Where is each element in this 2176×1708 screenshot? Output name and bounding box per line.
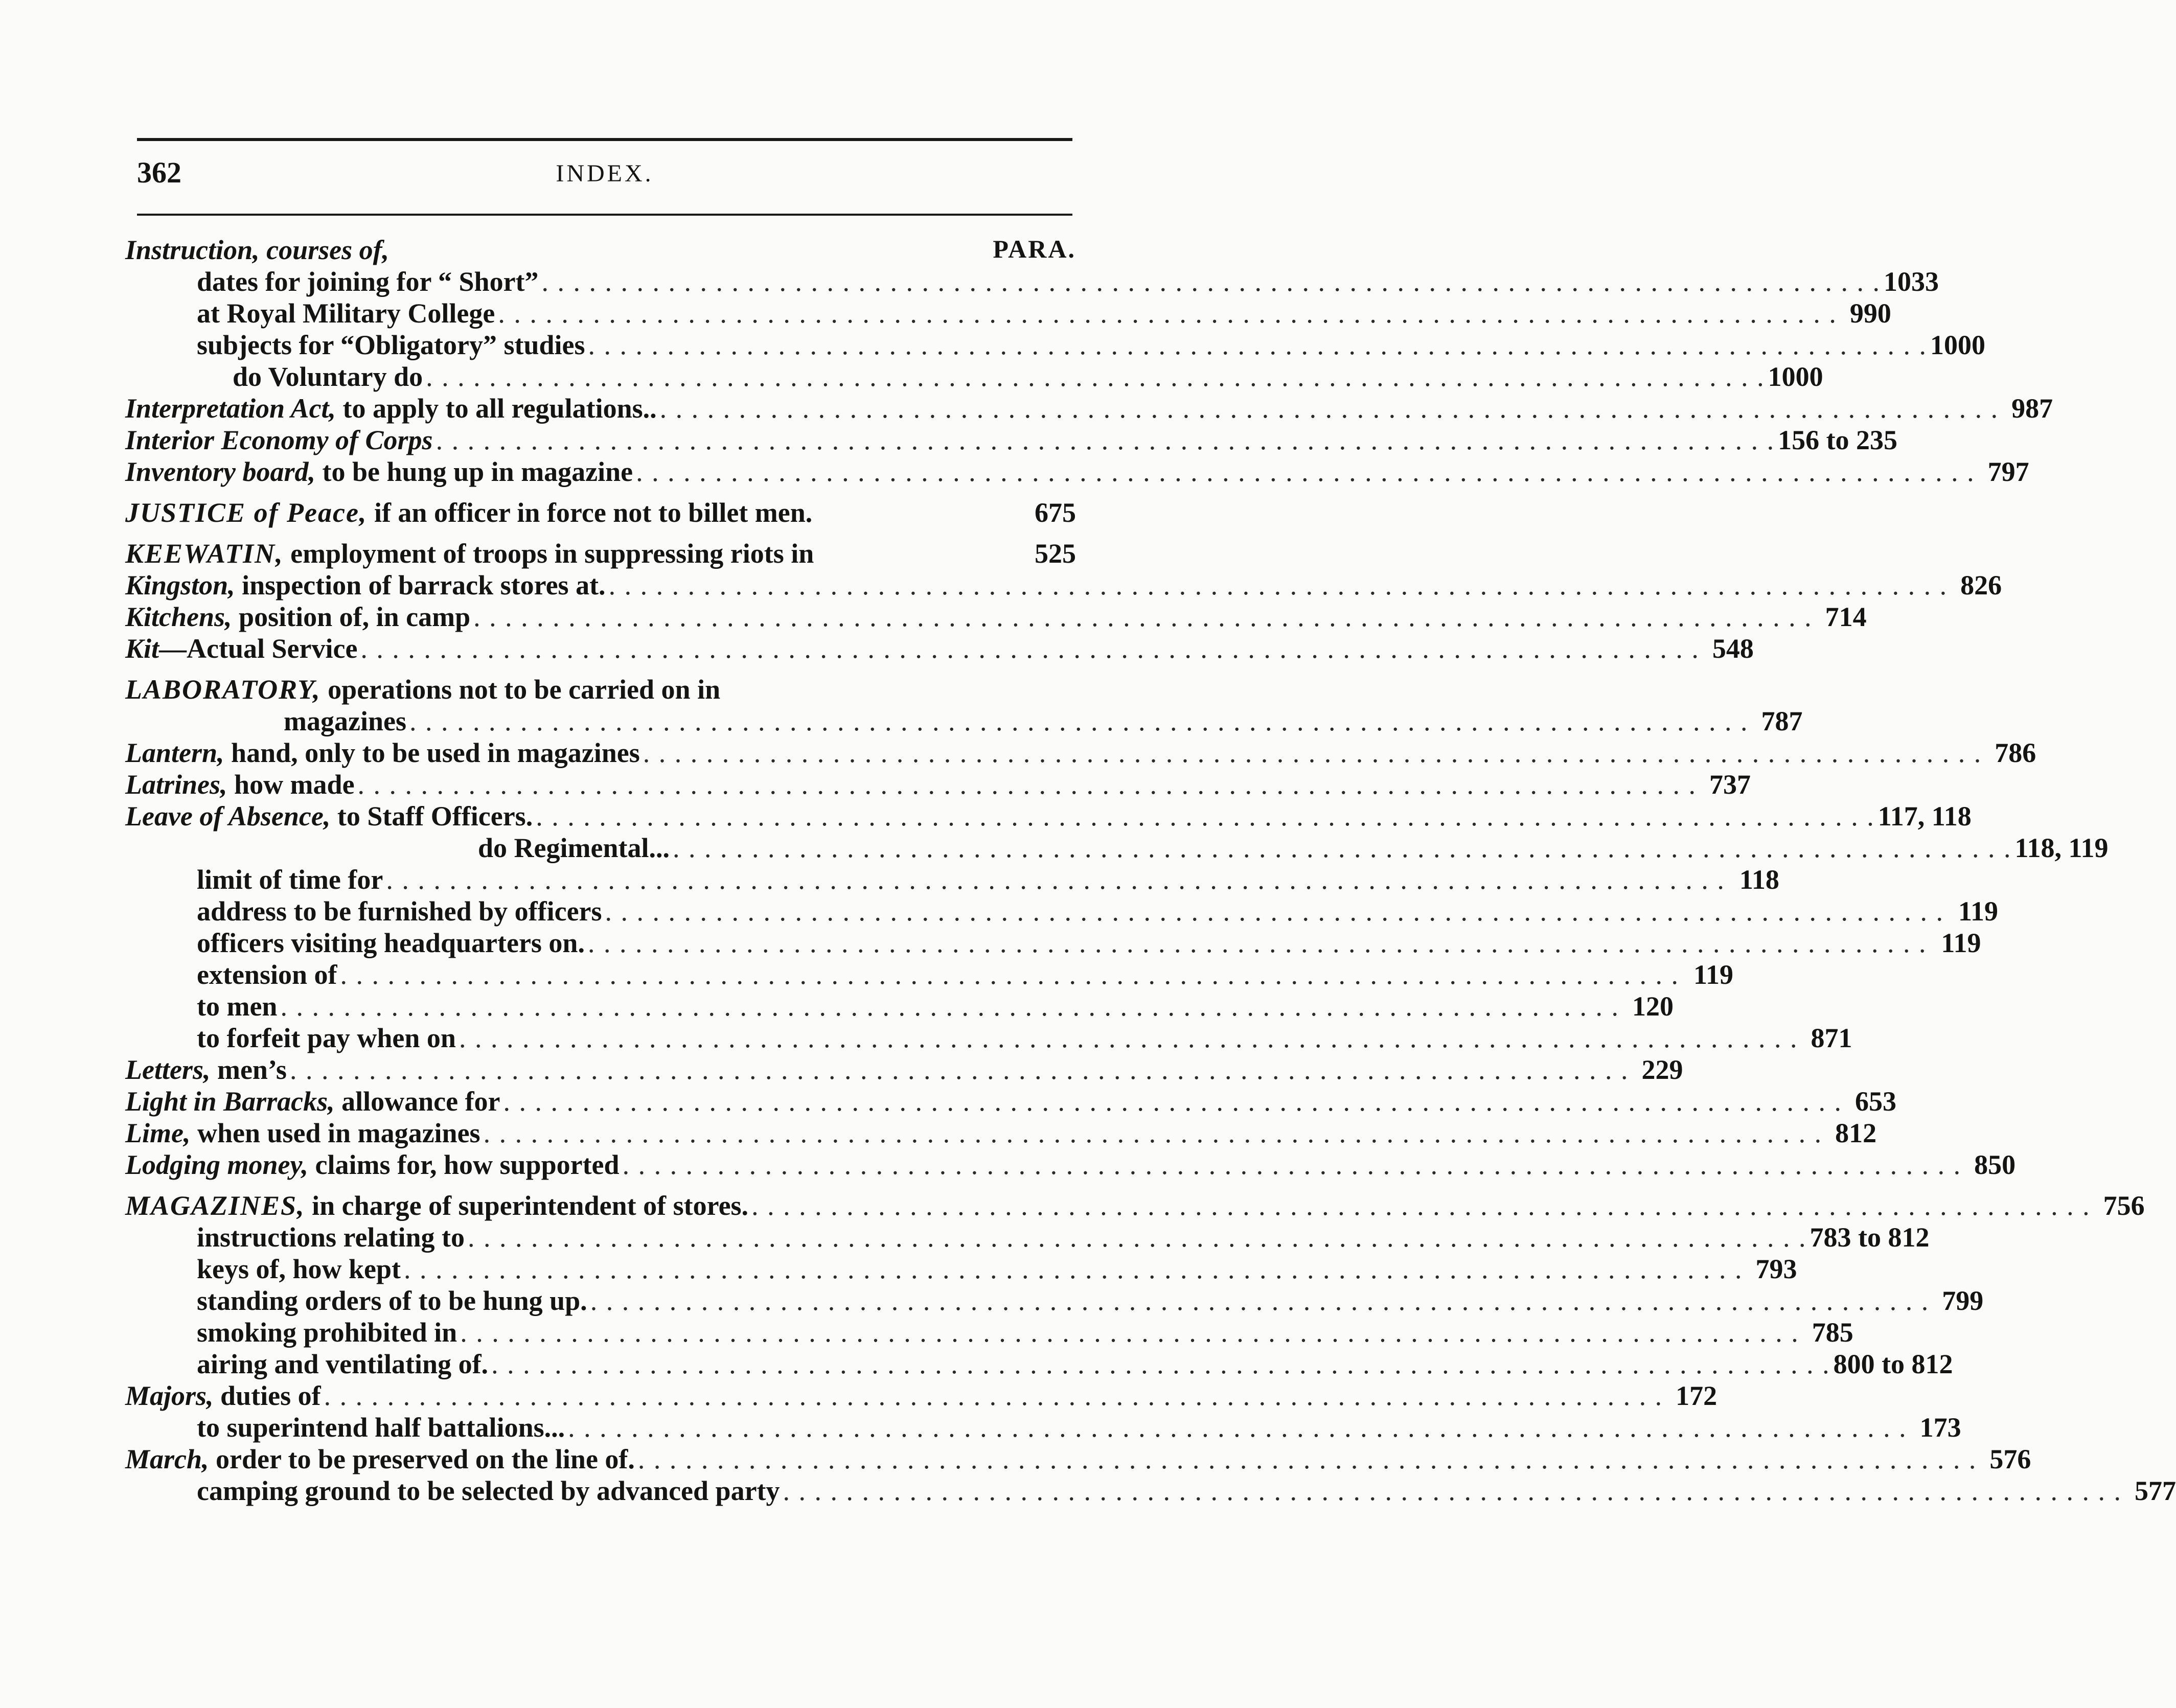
entry-text: employment of troops in suppressing riots in [283,538,814,569]
entry-text: —Actual Service [159,633,358,664]
entry-text: limit of time for [197,864,383,895]
entry-keyword: Majors, [125,1380,214,1411]
paragraph-number: 173 [1919,1412,1961,1443]
paragraph-number: 826 [1960,570,2002,601]
entry-keyword: Lime, [125,1118,191,1148]
leader-dots: . . . . . . . . . . . . . . . . . . . . . . . . . . . . . . . . . . . . . . . . . . . . . . . . . . . . . . . . . . . . . . . . . . . . . . . . . . . . . . . . . . . . . [357,769,1697,800]
leader-dots: . . . . . . . . . . . . . . . . . . . . . . . . . . . . . . . . . . . . . . . . . . . . . . . . . . . . . . . . . . . . . . . . . . . . . . . . . . . . . . . . . . . . . [622,1149,1962,1180]
index-entry [125,1380,1717,1412]
entry-text: to superintend half battalions... [197,1412,565,1443]
entry-keyword: Letters, [125,1054,211,1085]
paragraph-number: 576 [1989,1444,2031,1474]
leader-dots: . . . . . . . . . . . . . . . . . . . . . . . . . . . . . . . . . . . . . . . . . . . . . . . . . . . . . . . . . . . . . . . . . . . . . . . . . . . . . . . . . . . . . [360,633,1700,664]
paragraph-number: 850 [1974,1149,2016,1180]
entry-text: if an officer in force not to billet men. [367,497,813,528]
leader-dots: . . . . . . . . . . . . . . . . . . . . . . . . . . . . . . . . . . . . . . . . . . . . . . . . . . . . . . . . . . . . . . . . . . . . . . . . . . . . . . . . . . . . . [280,991,1619,1022]
entry-text: do Voluntary do [233,361,423,392]
leader-dots: . . . . . . . . . . . . . . . . . . . . . . . . . . . . . . . . . . . . . . . . . . . . . . . . . . . . . . . . . . . . . . . . . . . . . . . . . . . . . . . . . . . . . [637,1444,1977,1474]
index-entry [125,800,1972,832]
index-entry [125,633,1754,664]
page-header [137,152,1072,203]
entry-text: extension of [197,959,337,990]
paragraph-number: 118 [1739,864,1779,895]
entry-text: inspection of barrack stores at. [235,570,606,601]
paragraph-number: 1000 [1768,361,1823,392]
leader-dots: . . . . . . . . . . . . . . . . . . . . . . . . . . . . . . . . . . . . . . . . . . . . . . . . . . . . . . . . . . . . . . . . . . . . . . . . . . . . . . . . . . . . . [340,959,1679,990]
entry-text: courses of, [259,235,390,265]
entry-text: at Royal Military College [197,298,495,329]
paragraph-number: 799 [1942,1285,1984,1316]
leader-dots: . . . . . . . . . . . . . . . . . . . . . . . . . . . . . . . . . . . . . . . . . . . . . . . . . . . . . . . . . . . . . . . . . . . . . . . . . . . . . . . . . . . . . [289,1054,1629,1085]
index-entry [125,1054,1683,1086]
paragraph-number: 797 [1987,456,2029,487]
entry-keyword: LABORATORY, [125,674,321,705]
leader-dots: . . . . . . . . . . . . . . . . . . . . . . . . . . . . . . . . . . . . . . . . . . . . . . . . . . . . . . . . . . . . . . . . . . . . . . . . . . . . . . . . . . . . . [468,1222,1807,1253]
leader-dots: . . . . . . . . . . . . . . . . . . . . . . . . . . . . . . . . . . . . . . . . . . . . . . . . . . . . . . . . . . . . . . . . . . . . . . . . . . . . . . . . . . . . . [426,361,1765,392]
paragraph-number: 987 [2011,393,2053,424]
entry-text: claims for, how supported [308,1149,620,1180]
entry-text: duties of [213,1380,321,1411]
leader-dots: . . . . . . . . . . . . . . . . . . . . . . . . . . . . . . . . . . . . . . . . . . . . . . . . . . . . . . . . . . . . . . . . . . . . . . . . . . . . . . . . . . . . . [541,266,1881,297]
paragraph-number: 653 [1855,1086,1897,1117]
entry-text: instructions relating to [197,1222,465,1253]
leader-dots: . . . . . . . . . . . . . . . . . . . . . . . . . . . . . . . . . . . . . . . . . . . . . . . . . . . . . . . . . . . . . . . . . . . . . . . . . . . . . . . . . . . . . [473,602,1813,632]
index-entry [125,497,1076,528]
paragraph-number: 756 [2103,1190,2145,1221]
index-entry [125,864,1779,895]
entry-keyword: Interior Economy of Corps [125,425,433,455]
paragraph-number: 172 [1676,1380,1717,1411]
index-entry [125,1149,2016,1181]
leader-dots: . . . . . . . . . . . . . . . . . . . . . . . . . . . . . . . . . . . . . . . . . . . . . . . . . . . . . . . . . . . . . . . . . . . . . . . . . . . . . . . . . . . . . [536,801,1875,832]
index-entry [125,1117,1877,1149]
leader-dots: . . . . . . . . . . . . . . . . . . . . . . . . . . . . . . . . . . . . . . . . . . . . . . . . . . . . . . . . . . . . . . . . . . . . . . . . . . . . . . . . . . . . . [436,425,1775,455]
entry-text: officers visiting headquarters on. [197,928,585,958]
index-entry [125,361,1823,393]
index-list [125,234,2176,1507]
paragraph-number: 117, 118 [1877,801,1972,832]
index-entry [125,234,1076,266]
entry-keyword: Instruction, [125,235,260,265]
index-entry [125,832,2109,864]
paragraph-number: 119 [1693,959,1733,990]
entry-text: to Staff Officers. [330,801,533,832]
index-entry [125,737,2036,769]
index-entry [125,1317,1853,1348]
paragraph-number: 737 [1709,769,1751,800]
entry-keyword: Latrines, [125,769,227,800]
paragraph-number: 812 [1835,1118,1877,1148]
running-title: INDEX. [556,160,654,187]
entry-text: standing orders of to be hung up. [197,1285,587,1316]
paragraph-number: 783 to 812 [1809,1222,1930,1253]
entry-text: men’s [210,1054,287,1085]
header-rule [137,214,1072,216]
paragraph-number: 990 [1849,298,1891,329]
index-entry [125,393,2053,424]
entry-keyword: Kingston, [125,570,235,601]
index-entry [125,674,1076,705]
entry-text: how made [227,769,355,800]
index-entry [125,538,1076,569]
index-entry [125,1443,2031,1475]
entry-text: position of, in camp [232,602,471,632]
entry-keyword: Interpretation Act, [125,393,336,424]
entry-text: operations not to be carried on in [320,674,721,705]
index-entry [125,1190,2145,1221]
index-entry [125,1086,1897,1117]
leader-dots: . . . . . . . . . . . . . . . . . . . . . . . . . . . . . . . . . . . . . . . . . . . . . . . . . . . . . . . . . . . . . . . . . . . . . . . . . . . . . . . . . . . . . [659,393,1999,424]
entry-text: magazines [284,706,406,736]
index-entry [125,329,1986,361]
index-entry [125,601,1867,633]
leader-dots: . . . . . . . . . . . . . . . . . . . . . . . . . . . . . . . . . . . . . . . . . . . . . . . . . . . . . . . . . . . . . . . . . . . . . . . . . . . . . . . . . . . . . [460,1317,1799,1348]
entry-keyword: JUSTICE of Peace, [125,497,368,528]
leader-dots: . . . . . . . . . . . . . . . . . . . . . . . . . . . . . . . . . . . . . . . . . . . . . . . . . . . . . . . . . . . . . . . . . . . . . . . . . . . . . . . . . . . . . [324,1380,1663,1411]
paragraph-number: 787 [1761,706,1803,736]
index-entry [125,1285,1984,1317]
paragraph-number: 1033 [1884,266,1939,297]
paragraph-number: 786 [1995,737,2036,768]
entry-text: do Regimental... [478,833,670,863]
index-entry [125,297,1891,329]
entry-keyword: Leave of Absence, [125,801,331,832]
leader-dots: . . . . . . . . . . . . . . . . . . . . . . . . . . . . . . . . . . . . . . . . . . . . . . . . . . . . . . . . . . . . . . . . . . . . . . . . . . . . . . . . . . . . . [588,330,1928,360]
entry-keyword: Light in Barracks, [125,1086,335,1117]
index-entry [125,990,1674,1022]
paragraph-number: 871 [1811,1023,1852,1053]
entry-text: camping ground to be selected by advanced party [197,1475,780,1506]
leader-dots: . . . . . . . . . . . . . . . . . . . . . . . . . . . . . . . . . . . . . . . . . . . . . . . . . . . . . . . . . . . . . . . . . . . . . . . . . . . . . . . . . . . . . [404,1254,1743,1284]
index-entry [125,1253,1797,1285]
index-entry [125,1412,1961,1443]
entry-text: keys of, how kept [197,1254,401,1284]
leader-dots: . . . . . . . . . . . . . . . . . . . . . . . . . . . . . . . . . . . . . . . . . . . . . . . . . . . . . . . . . . . . . . . . . . . . . . . . . . . . . . . . . . . . . [503,1086,1843,1117]
leader-dots: . . . . . . . . . . . . . . . . . . . . . . . . . . . . . . . . . . . . . . . . . . . . . . . . . . . . . . . . . . . . . . . . . . . . . . . . . . . . . . . . . . . . . [590,1285,1930,1316]
page-number: 362 [137,156,181,189]
paragraph-number: 119 [1941,928,1981,958]
paragraph-number: 120 [1632,991,1674,1022]
index-entry [125,927,1981,959]
entry-keyword: Kit [125,633,159,664]
entry-text: to apply to all regulations.. [336,393,657,424]
entry-text: subjects for “Obligatory” studies [197,330,585,360]
paragraph-number: 785 [1812,1317,1853,1348]
index-entry [125,769,1751,800]
leader-dots: . . . . . . . . . . . . . . . . . . . . . . . . . . . . . . . . . . . . . . . . . . . . . . . . . . . . . . . . . . . . . . . . . . . . . . . . . . . . . . . . . . . . . [386,864,1725,895]
paragraph-number: 577 [2135,1475,2176,1506]
entry-text: in charge of superintendent of stores. [305,1190,749,1221]
leader-dots: . . . . . . . . . . . . . . . . . . . . . . . . . . . . . . . . . . . . . . . . . . . . . . . . . . . . . . . . . . . . . . . . . . . . . . . . . . . . . . . . . . . . . [608,570,1948,601]
index-entry [125,1348,1953,1380]
entry-text: to men [197,991,278,1022]
paragraph-number: 675 [1035,497,1076,528]
entry-text: allowance for [334,1086,500,1117]
entry-text: smoking prohibited in [197,1317,457,1348]
leader-dots: . . . . . . . . . . . . . . . . . . . . . . . . . . . . . . . . . . . . . . . . . . . . . . . . . . . . . . . . . . . . . . . . . . . . . . . . . . . . . . . . . . . . . [672,833,2012,863]
index-entry [125,1475,2176,1507]
paragraph-number: 548 [1712,633,1754,664]
entry-keyword: March, [125,1444,209,1474]
entry-keyword: Lodging money, [125,1149,308,1180]
leader-dots: . . . . . . . . . . . . . . . . . . . . . . . . . . . . . . . . . . . . . . . . . . . . . . . . . . . . . . . . . . . . . . . . . . . . . . . . . . . . . . . . . . . . . [605,896,1944,927]
leader-dots: . . . . . . . . . . . . . . . . . . . . . . . . . . . . . . . . . . . . . . . . . . . . . . . . . . . . . . . . . . . . . . . . . . . . . . . . . . . . . . . . . . . . . [491,1349,1830,1379]
index-entry [125,1022,1852,1054]
paragraph-number: 1000 [1930,330,1986,360]
leader-dots: . . . . . . . . . . . . . . . . . . . . . . . . . . . . . . . . . . . . . . . . . . . . . . . . . . . . . . . . . . . . . . . . . . . . . . . . . . . . . . . . . . . . . [643,737,1982,768]
top-rule [137,138,1072,141]
entry-text: when used in magazines [190,1118,480,1148]
entry-keyword: Kitchens, [125,602,232,632]
entry-text: address to be furnished by officers [197,896,602,927]
index-entry [125,456,2029,488]
leader-dots: . . . . . . . . . . . . . . . . . . . . . . . . . . . . . . . . . . . . . . . . . . . . . . . . . . . . . . . . . . . . . . . . . . . . . . . . . . . . . . . . . . . . . [783,1475,2122,1506]
paragraph-number: 118, 119 [2014,833,2109,863]
paragraph-number: 793 [1755,1254,1797,1284]
leader-dots: . . . . . . . . . . . . . . . . . . . . . . . . . . . . . . . . . . . . . . . . . . . . . . . . . . . . . . . . . . . . . . . . . . . . . . . . . . . . . . . . . . . . . [459,1023,1798,1053]
leader-dots: . . . . . . . . . . . . . . . . . . . . . . . . . . . . . . . . . . . . . . . . . . . . . . . . . . . . . . . . . . . . . . . . . . . . . . . . . . . . . . . . . . . . . [409,706,1749,736]
index-entry [125,1221,1930,1253]
entry-text: dates for joining for “ Short” [197,266,539,297]
entry-keyword: Lantern, [125,737,224,768]
leader-dots: . . . . . . . . . . . . . . . . . . . . . . . . . . . . . . . . . . . . . . . . . . . . . . . . . . . . . . . . . . . . . . . . . . . . . . . . . . . . . . . . . . . . . [568,1412,1907,1443]
index-entry [125,705,1803,737]
paragraph-number: 714 [1825,602,1867,632]
index-entry [125,569,2002,601]
paragraph-number: 119 [1958,896,1999,927]
leader-dots: . . . . . . . . . . . . . . . . . . . . . . . . . . . . . . . . . . . . . . . . . . . . . . . . . . . . . . . . . . . . . . . . . . . . . . . . . . . . . . . . . . . . . [636,456,1975,487]
entry-text: airing and ventilating of. [197,1349,489,1379]
leader-dots: . . . . . . . . . . . . . . . . . . . . . . . . . . . . . . . . . . . . . . . . . . . . . . . . . . . . . . . . . . . . . . . . . . . . . . . . . . . . . . . . . . . . . [498,298,1837,329]
index-entry [125,895,1999,927]
entry-text: order to be preserved on the line of. [209,1444,635,1474]
entry-keyword: MAGAZINES, [125,1190,305,1221]
index-entry [125,424,1898,456]
paragraph-number: 229 [1641,1054,1683,1085]
index-entry [125,266,1939,297]
leader-dots: . . . . . . . . . . . . . . . . . . . . . . . . . . . . . . . . . . . . . . . . . . . . . . . . . . . . . . . . . . . . . . . . . . . . . . . . . . . . . . . . . . . . . [483,1118,1823,1148]
entry-keyword: KEEWATIN, [125,538,284,569]
index-entry [125,959,1733,990]
entry-keyword: Inventory board, [125,456,316,487]
paragraph-number: 525 [1035,538,1076,569]
entry-text: to forfeit pay when on [197,1023,456,1053]
para-heading: PARA. [993,235,1076,263]
paragraph-number: 800 to 812 [1833,1349,1953,1379]
leader-dots: . . . . . . . . . . . . . . . . . . . . . . . . . . . . . . . . . . . . . . . . . . . . . . . . . . . . . . . . . . . . . . . . . . . . . . . . . . . . . . . . . . . . . [751,1190,2091,1221]
entry-text: to be hung up in magazine [315,456,633,487]
paragraph-number: 156 to 235 [1778,425,1898,455]
leader-dots: . . . . . . . . . . . . . . . . . . . . . . . . . . . . . . . . . . . . . . . . . . . . . . . . . . . . . . . . . . . . . . . . . . . . . . . . . . . . . . . . . . . . . [587,928,1927,958]
entry-text: hand, only to be used in magazines [224,737,640,768]
